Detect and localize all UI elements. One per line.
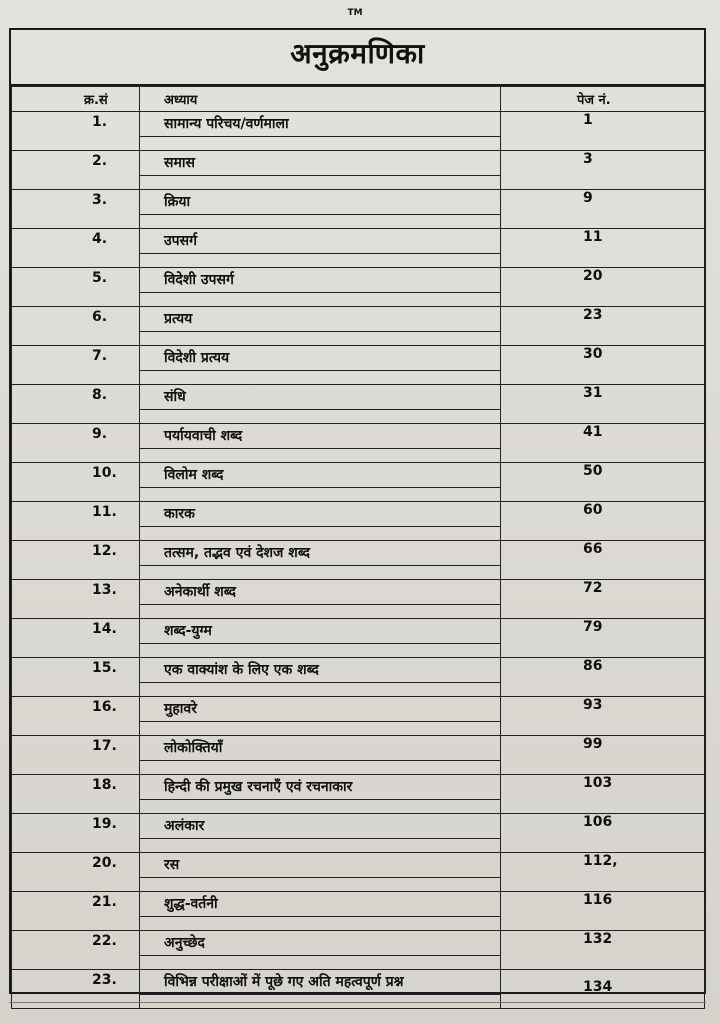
page-number: 31 bbox=[501, 385, 705, 424]
page-number: 9 bbox=[501, 190, 705, 229]
chapter-spacer-cell bbox=[140, 176, 501, 190]
serial-number: 17. bbox=[12, 736, 140, 775]
chapter-title: समास bbox=[140, 151, 501, 176]
page-number: 60 bbox=[501, 502, 705, 541]
chapter-title: विभिन्न परीक्षाओं में पूछे गए अति महत्वपूर्ण प्रश्न bbox=[140, 970, 501, 995]
chapter-spacer-cell bbox=[140, 488, 501, 502]
serial-number: 18. bbox=[12, 775, 140, 814]
chapter-title: शब्द-युग्म bbox=[140, 619, 501, 644]
chapter-spacer-cell bbox=[140, 878, 501, 892]
table-row bbox=[12, 814, 705, 839]
table-row bbox=[12, 892, 705, 917]
page-number: 112, bbox=[501, 853, 705, 892]
page-number: 93 bbox=[501, 697, 705, 736]
table-row bbox=[12, 229, 705, 254]
page-number: 106 bbox=[501, 814, 705, 853]
serial-number: 12. bbox=[12, 541, 140, 580]
serial-number: 19. bbox=[12, 814, 140, 853]
chapter-spacer-cell bbox=[140, 371, 501, 385]
header-page-number: पेज नं. bbox=[501, 87, 705, 112]
chapter-spacer-cell bbox=[140, 800, 501, 814]
table-row bbox=[12, 151, 705, 176]
serial-number: 3. bbox=[12, 190, 140, 229]
page-number: 41 bbox=[501, 424, 705, 463]
serial-number: 10. bbox=[12, 463, 140, 502]
chapter-title: रस bbox=[140, 853, 501, 878]
chapter-title: क्रिया bbox=[140, 190, 501, 215]
chapter-title: लोकोक्तियाँ bbox=[140, 736, 501, 761]
chapter-spacer-cell bbox=[140, 605, 501, 619]
chapter-spacer-cell bbox=[140, 293, 501, 307]
page-number: 79 bbox=[501, 619, 705, 658]
chapter-title: एक वाक्यांश के लिए एक शब्द bbox=[140, 658, 501, 683]
chapter-title: सामान्य परिचय/वर्णमाला bbox=[140, 112, 501, 137]
chapter-spacer-cell bbox=[140, 683, 501, 697]
table-row bbox=[12, 658, 705, 683]
chapter-spacer-cell bbox=[140, 956, 501, 970]
chapter-spacer-cell bbox=[140, 410, 501, 424]
chapter-title: मुहावरे bbox=[140, 697, 501, 722]
page-number: 99 bbox=[501, 736, 705, 775]
page-number: 103 bbox=[501, 775, 705, 814]
serial-number: 1. bbox=[12, 112, 140, 151]
chapter-title: उपसर्ग bbox=[140, 229, 501, 254]
page-number: 20 bbox=[501, 268, 705, 307]
chapter-spacer-cell bbox=[140, 917, 501, 931]
header-chapter: अध्याय bbox=[140, 87, 501, 112]
chapter-spacer-cell bbox=[140, 761, 501, 775]
page-number: 66 bbox=[501, 541, 705, 580]
chapter-title: अनेकार्थी शब्द bbox=[140, 580, 501, 605]
index-frame bbox=[9, 28, 706, 994]
chapter-spacer-cell bbox=[140, 722, 501, 736]
chapter-title: हिन्दी की प्रमुख रचनाएँ एवं रचनाकार bbox=[140, 775, 501, 800]
serial-number: 22. bbox=[12, 931, 140, 970]
chapter-title: अलंकार bbox=[140, 814, 501, 839]
serial-number: 2. bbox=[12, 151, 140, 190]
serial-number: 21. bbox=[12, 892, 140, 931]
table-row bbox=[12, 307, 705, 332]
chapter-title: कारक bbox=[140, 502, 501, 527]
page-number: 50 bbox=[501, 463, 705, 502]
page-number: 132 bbox=[501, 931, 705, 970]
chapter-title: तत्सम, तद्भव एवं देशज शब्द bbox=[140, 541, 501, 566]
table-header-row bbox=[12, 87, 705, 112]
index-table bbox=[11, 86, 705, 1009]
table-row bbox=[12, 619, 705, 644]
serial-number: 6. bbox=[12, 307, 140, 346]
serial-number: 23. bbox=[12, 970, 140, 1009]
table-row bbox=[12, 463, 705, 488]
chapter-title: अनुच्छेद bbox=[140, 931, 501, 956]
serial-number: 14. bbox=[12, 619, 140, 658]
chapter-spacer-cell bbox=[140, 839, 501, 853]
table-row bbox=[12, 424, 705, 449]
serial-number: 13. bbox=[12, 580, 140, 619]
serial-number: 9. bbox=[12, 424, 140, 463]
table-row bbox=[12, 502, 705, 527]
page-number: 134 bbox=[501, 970, 705, 1009]
chapter-title: विदेशी प्रत्यय bbox=[140, 346, 501, 371]
header-serial-number: क्र.सं bbox=[12, 87, 140, 112]
page-number: 116 bbox=[501, 892, 705, 931]
serial-number: 16. bbox=[12, 697, 140, 736]
table-row bbox=[12, 541, 705, 566]
page-number: 1 bbox=[501, 112, 705, 151]
chapter-spacer-cell bbox=[140, 449, 501, 463]
chapter-spacer-cell bbox=[140, 644, 501, 658]
serial-number: 20. bbox=[12, 853, 140, 892]
table-row bbox=[12, 385, 705, 410]
page-number: 23 bbox=[501, 307, 705, 346]
serial-number: 5. bbox=[12, 268, 140, 307]
table-row bbox=[12, 112, 705, 137]
serial-number: 7. bbox=[12, 346, 140, 385]
table-row bbox=[12, 931, 705, 956]
page-number: 30 bbox=[501, 346, 705, 385]
table-row bbox=[12, 775, 705, 800]
chapter-spacer-cell bbox=[140, 254, 501, 268]
serial-number: 11. bbox=[12, 502, 140, 541]
chapter-spacer-cell bbox=[140, 527, 501, 541]
trademark-mark: TM bbox=[347, 8, 363, 18]
page-number: 11 bbox=[501, 229, 705, 268]
page-number: 86 bbox=[501, 658, 705, 697]
table-row bbox=[12, 268, 705, 293]
chapter-spacer-cell bbox=[140, 332, 501, 346]
chapter-title: पर्यायवाची शब्द bbox=[140, 424, 501, 449]
chapter-title: विदेशी उपसर्ग bbox=[140, 268, 501, 293]
table-row bbox=[12, 346, 705, 371]
chapter-title: संधि bbox=[140, 385, 501, 410]
footer-divider bbox=[9, 1002, 706, 1003]
chapter-title: प्रत्यय bbox=[140, 307, 501, 332]
table-row bbox=[12, 190, 705, 215]
page-title: अनुक्रमणिका bbox=[290, 37, 425, 70]
table-row bbox=[12, 736, 705, 761]
chapter-spacer-cell bbox=[140, 215, 501, 229]
serial-number: 15. bbox=[12, 658, 140, 697]
chapter-title: विलोम शब्द bbox=[140, 463, 501, 488]
chapter-title: शुद्ध-वर्तनी bbox=[140, 892, 501, 917]
table-row bbox=[12, 580, 705, 605]
table-row bbox=[12, 970, 705, 995]
serial-number: 4. bbox=[12, 229, 140, 268]
serial-number: 8. bbox=[12, 385, 140, 424]
page-number: 3 bbox=[501, 151, 705, 190]
table-row bbox=[12, 853, 705, 878]
chapter-spacer-cell bbox=[140, 566, 501, 580]
page-number: 72 bbox=[501, 580, 705, 619]
table-row bbox=[12, 697, 705, 722]
chapter-spacer-cell bbox=[140, 137, 501, 151]
